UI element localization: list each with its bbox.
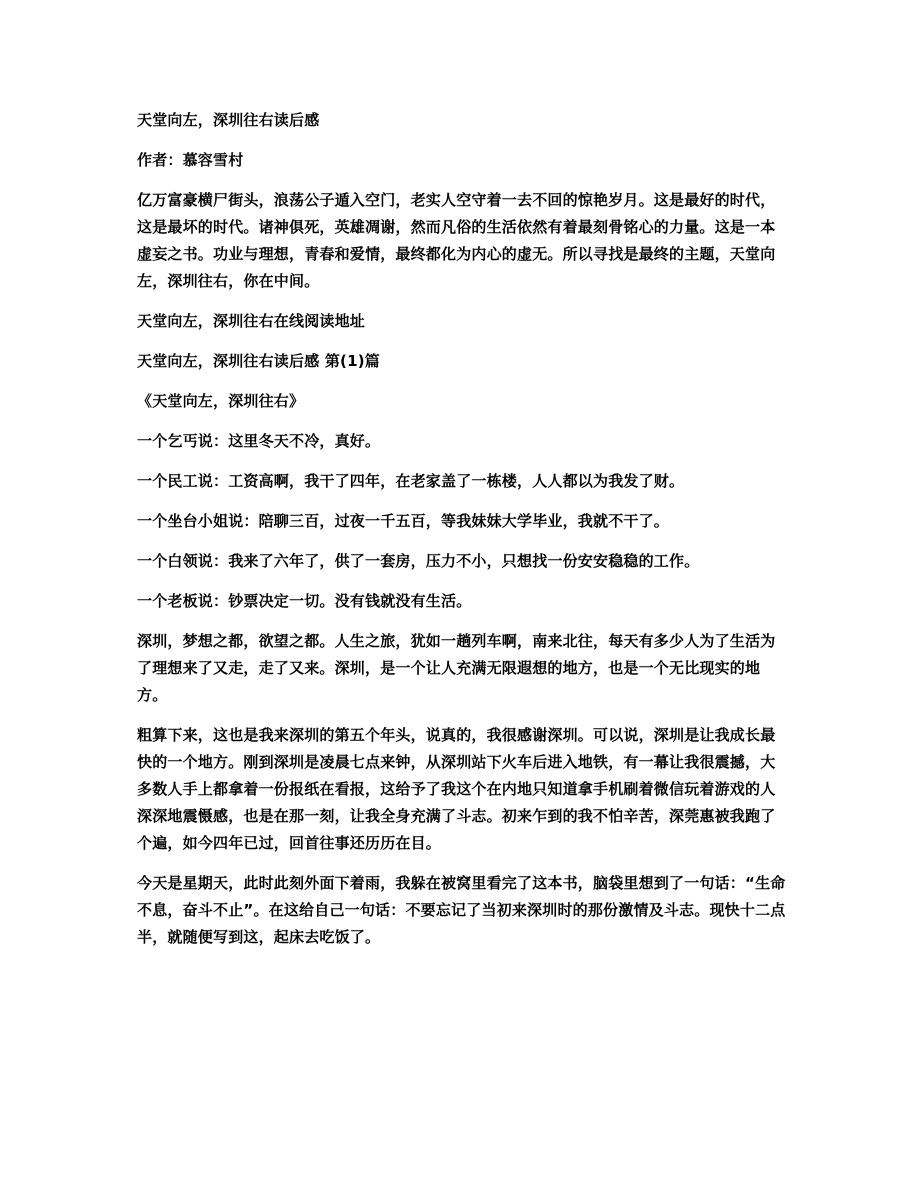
body-paragraph-sunday: 今天是星期天，此时此刻外面下着雨，我躲在被窝里看完了这本书，脑袋里想到了一句话：“生命不息，奋斗不止”。在这给自己一句话：不要忘记了当初来深圳时的那份激情及斗志。现快十二点半，就随便写到这，起床去吃饭了。 — [137, 874, 786, 946]
author-line: 作者：慕容雪村 — [137, 151, 244, 169]
quote-beggar: 一个乞丐说：这里冬天不冷，真好。 — [137, 432, 381, 450]
quote-hostess: 一个坐台小姐说：陪聊三百，过夜一千五百，等我妹妹大学毕业，我就不干了。 — [137, 512, 670, 530]
intro-paragraph: 亿万富豪横尸街头，浪荡公子遁入空门，老实人空守着一去不回的惊艳岁月。这是最好的时代，这是最坏的时代。诸神俱死，英雄凋谢，然而凡俗的生活依然有着最刻骨铭心的力量。这是一本虚妄之书。功业与理想，青春和爱情，最终都化为内心的虚无。所以寻找是最终的主题，天堂向左，深圳往右，你在中间。 — [137, 191, 776, 290]
quote-white-collar: 一个白领说：我来了六年了，供了一套房，压力不小，只想找一份安安稳稳的工作。 — [137, 552, 700, 570]
review-section-heading: 天堂向左，深圳往右读后感 第(1)篇 — [137, 352, 380, 370]
document-page — [137, 107, 787, 964]
document-title: 天堂向左，深圳往右读后感 — [137, 111, 320, 129]
book-title-line: 《天堂向左，深圳往右》 — [137, 392, 305, 410]
quote-boss: 一个老板说：钞票决定一切。没有钱就没有生活。 — [137, 592, 472, 610]
quote-worker: 一个民工说：工资高啊，我干了四年，在老家盖了一栋楼，人人都以为我发了财。 — [137, 472, 685, 490]
body-paragraph-five-years: 粗算下来，这也是我来深圳的第五个年头，说真的，我很感谢深圳。可以说，深圳是让我成长最快的一个地方。刚到深圳是凌晨七点来钟，从深圳站下火车后进入地铁，有一幕让我很震撼，大多数人手上都拿着一份报纸在看报，这给予了我这个在内地只知道拿手机刷着微信玩着游戏的人深深地震慑感，也是在那一刻，让我全身充满了斗志。初来乍到的我不怕辛苦，深莞惠被我跑了个遍，如今四年已过，回首往事还历历在目。 — [137, 726, 776, 852]
body-paragraph-shenzhen: 深圳，梦想之都，欲望之都。人生之旅，犹如一趟列车啊，南来北往，每天有多少人为了生活为了理想来了又走，走了又来。深圳，是一个让人充满无限遐想的地方，也是一个无比现实的地方。 — [137, 632, 776, 704]
online-reading-heading: 天堂向左，深圳往右在线阅读地址 — [137, 312, 366, 330]
